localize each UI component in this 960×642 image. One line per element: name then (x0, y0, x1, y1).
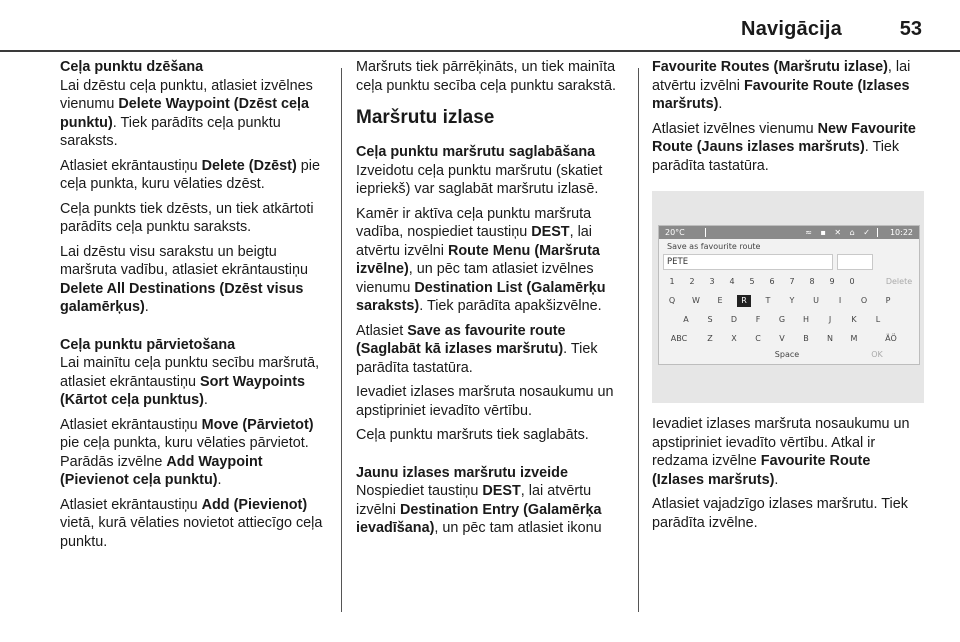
paragraph: Ceļa punkts tiek dzēsts, un tiek atkārtoti parādīts ceļa punktu saraksts. (60, 200, 314, 235)
infotainment-screen (658, 225, 920, 365)
key-f[interactable]: F (755, 315, 761, 324)
paragraph: Nospiediet taustiņu DEST, lai atvērtu izvēlni Destination Entry (Galamērķa ievadīšana), un pēc tam atlasiet ikonu (356, 483, 602, 536)
key-7[interactable]: 7 (789, 277, 795, 286)
key-e[interactable]: E (717, 296, 723, 305)
key-w[interactable]: W (692, 296, 700, 305)
paragraph: Favourite Routes (Maršrutu izlase), lai atvērtu izvēlni Favourite Route (Izlases maršruts). (652, 59, 911, 112)
page-number: 53 (899, 18, 922, 40)
key-n[interactable]: N (827, 334, 833, 343)
key-x[interactable]: X (731, 334, 737, 343)
page-header (0, 0, 960, 50)
column-divider (341, 68, 342, 612)
column-divider (638, 68, 639, 612)
key-a[interactable]: A (683, 315, 689, 324)
suggestion-field[interactable] (837, 254, 873, 270)
status-bar (659, 226, 919, 239)
paragraph: Lai mainītu ceļa punktu secību maršrutā, atlasiet ekrāntaustiņu Sort Waypoints (Kārtot ceļa punktus). (60, 355, 320, 408)
clock: 10:22 (889, 228, 913, 237)
page-title: Navigācija (741, 18, 842, 40)
keyboard-row-3 (659, 333, 919, 347)
keyboard-row-space (659, 349, 919, 363)
paragraph: Izveidotu ceļa punktu maršrutu (skatiet iepriekš) var saglabāt maršrutu izlasē. (356, 162, 603, 197)
key-j[interactable]: J (828, 315, 832, 324)
key-s[interactable]: S (707, 315, 713, 324)
key-r[interactable]: R (737, 295, 751, 307)
keyboard-row-1 (659, 295, 919, 309)
section-title: Ceļa punktu maršrutu saglabāšana (356, 144, 596, 160)
key-m[interactable]: M (850, 334, 858, 343)
paragraph: Lai dzēstu visu sarakstu un beigtu maršruta vadību, atlasiet ekrāntaustiņu Delete All Destinations (Dzēst visus galamērķus). (60, 243, 308, 315)
key-4[interactable]: 4 (729, 277, 735, 286)
key-h[interactable]: H (802, 315, 809, 324)
temperature-readout: 20°C (665, 228, 685, 237)
section-heading: Maršrutu izlase (356, 107, 495, 128)
paragraph: Ievadiet izlases maršruta nosaukumu un apstipriniet ievadīto vērtību. Atkal ir redzama izvēlne Favourite Route (Izlases maršruts). (652, 416, 910, 488)
header-divider (0, 50, 960, 52)
key-ok[interactable]: OK (871, 350, 883, 359)
key-t[interactable]: T (765, 296, 771, 305)
key-p[interactable]: P (885, 296, 891, 305)
paragraph: Atlasiet ekrāntaustiņu Delete (Dzēst) pie ceļa punkta, kuru vēlaties dzēst. (60, 157, 320, 192)
key-c[interactable]: C (755, 334, 761, 343)
key-0[interactable]: 0 (849, 277, 855, 286)
paragraph: Atlasiet vajadzīgo izlases maršrutu. Tiek parādīta izvēlne. (652, 496, 908, 531)
paragraph: Atlasiet ekrāntaustiņu Add (Pievienot) vietā, kurā vēlaties novietot attiecīgo ceļa punktu. (60, 496, 323, 550)
key-i[interactable]: I (838, 296, 842, 305)
paragraph: Atlasiet ekrāntaustiņu Move (Pārvietot) pie ceļa punkta, kuru vēlaties pārvietot. Parādās izvēlne Add Waypoint (Pievienot ceļa punktu). (60, 416, 314, 488)
key-v[interactable]: V (779, 334, 785, 343)
key-space[interactable]: Space (774, 350, 800, 359)
key-8[interactable]: 8 (809, 277, 815, 286)
key-1[interactable]: 1 (669, 277, 675, 286)
key-u[interactable]: U (813, 296, 819, 305)
paragraph: Ceļa punktu maršruts tiek saglabāts. (356, 427, 589, 443)
keyboard-screenshot (652, 191, 924, 403)
key-äö[interactable]: ÄÖ (885, 334, 897, 343)
key-d[interactable]: D (730, 315, 738, 324)
section-title: Ceļa punktu dzēšana (60, 59, 204, 75)
column-1 (60, 58, 328, 602)
column-2 (356, 58, 624, 602)
paragraph: Atlasiet izvēlnes vienumu New Favourite Route (Jauns izlases maršruts). Tiek parādīta tastatūra. (652, 120, 916, 174)
status-icons: ≈ ▪ ✕ ⌂ ✓ (805, 228, 873, 237)
paragraph: Maršruts tiek pārrēķināts, un tiek mainīta ceļa punktu secība ceļa punktu sarakstā. (356, 59, 616, 94)
key-3[interactable]: 3 (709, 277, 715, 286)
key-z[interactable]: Z (707, 334, 713, 343)
keyboard-row-2 (659, 314, 919, 328)
paragraph: Lai dzēstu ceļa punktu, atlasiet izvēlnes vienumu Delete Waypoint (Dzēst ceļa punktu). Tiek parādīts ceļa punktu saraksts. (60, 77, 313, 149)
key-g[interactable]: G (778, 315, 786, 324)
key-q[interactable]: Q (668, 296, 676, 305)
key-delete[interactable]: Delete (885, 277, 913, 286)
key-5[interactable]: 5 (749, 277, 755, 286)
key-y[interactable]: Y (789, 296, 795, 305)
paragraph: Atlasiet Save as favourite route (Saglabāt kā izlases maršrutu). Tiek parādīta tastatūra. (356, 322, 598, 376)
section-title: Ceļa punktu pārvietošana (60, 336, 236, 353)
key-b[interactable]: B (803, 334, 809, 343)
key-2[interactable]: 2 (689, 277, 695, 286)
paragraph: Ievadiet izlases maršruta nosaukumu un apstipriniet ievadīto vērtību. (356, 384, 614, 419)
column-3 (652, 58, 924, 602)
route-name-input[interactable]: PETE (663, 254, 833, 270)
key-abc[interactable]: ABC (670, 334, 688, 343)
keyboard-title: Save as favourite route (667, 242, 761, 251)
section-title: Jaunu izlases maršrutu izveide (356, 464, 568, 481)
key-l[interactable]: L (875, 315, 881, 324)
key-6[interactable]: 6 (769, 277, 775, 286)
key-9[interactable]: 9 (829, 277, 835, 286)
keyboard-row-digits (659, 276, 919, 290)
paragraph: Kamēr ir aktīva ceļa punktu maršruta vadība, nospiediet taustiņu DEST, lai atvērtu izvēlni Route Menu (Maršruta izvēlne), un pēc tam atlasiet izvēlnes vienumu Destination List (Galamērķu saraksts). Tiek parādīta apakšizvēlne. (356, 205, 606, 314)
key-o[interactable]: O (860, 296, 868, 305)
key-k[interactable]: K (851, 315, 857, 324)
